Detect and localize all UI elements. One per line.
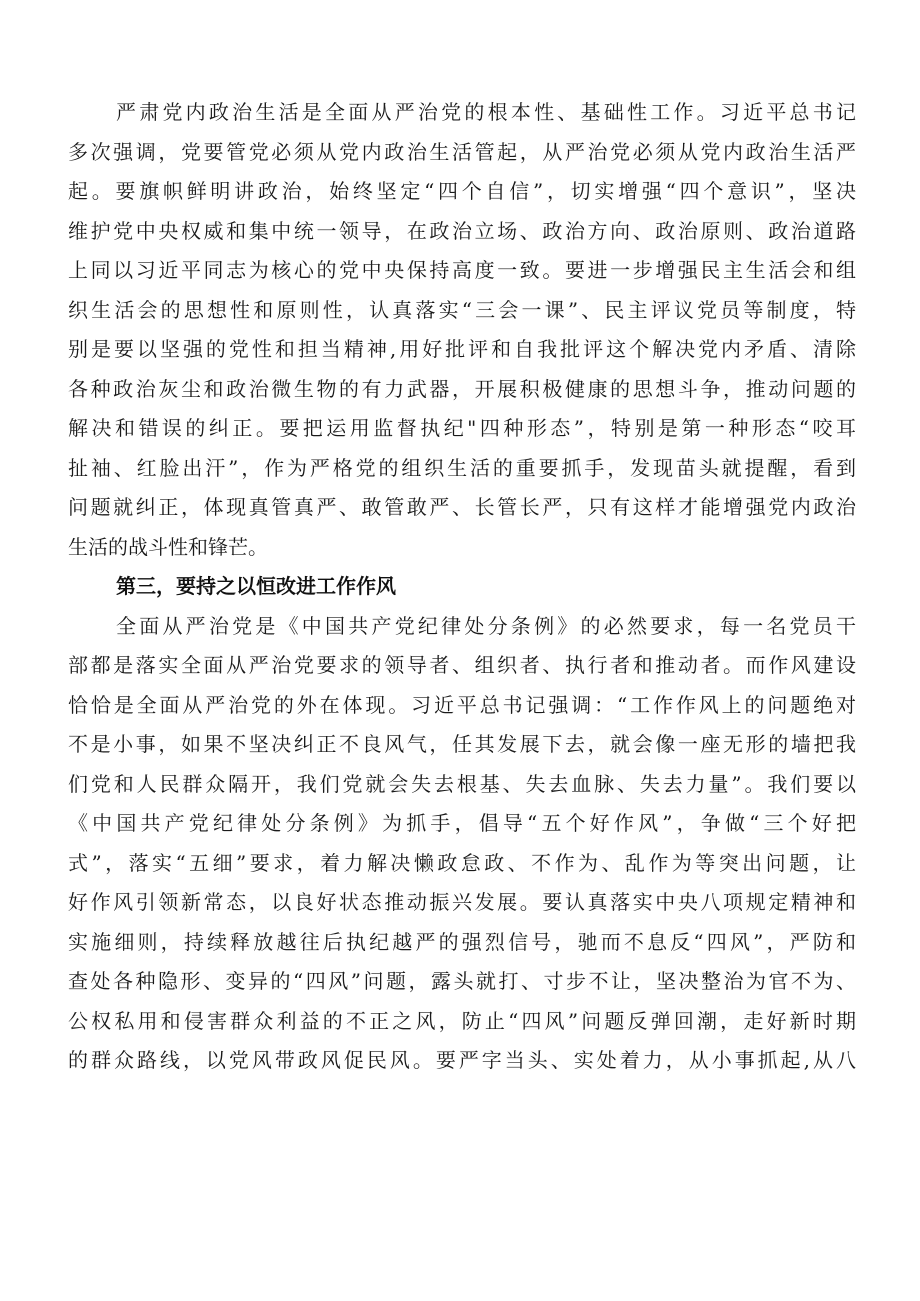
paragraph-1-line: 问题就纠正，体现真管真严、敢管敢严、长管长严，只有这样才能增强党内政治 — [68, 495, 856, 519]
paragraph-2-line: 实施细则，持续释放越往后执纪越严的强烈信号，驰而不息反“四风”，严防和 — [68, 929, 856, 954]
paragraph-2-line: 恰恰是全面从严治党的外在体现。习近平总书记强调：“工作作风上的问题绝对 — [68, 692, 856, 717]
paragraph-2-line: 不是小事，如果不坚决纠正不良风气，任其发展下去，就会像一座无形的墙把我 — [68, 732, 856, 756]
paragraph-1-line: 上同以习近平同志为核心的党中央保持高度一致。要进一步增强民主生活会和组 — [68, 258, 856, 282]
paragraph-1-line: 多次强调，党要管党必须从党内政治生活管起，从严治党必须从党内政治生活严 — [68, 139, 856, 164]
paragraph-1-line: 严肃党内政治生活是全面从严治党的根本性、基础性工作。习近平总书记 — [116, 100, 856, 124]
paragraph-2-line: 部都是落实全面从严治党要求的领导者、组织者、执行者和推动者。而作风建设 — [68, 653, 856, 677]
paragraph-2-line: 查处各种隐形、变异的“四风”问题，露头就打、寸步不让，坚决整治为官不为、 — [68, 969, 856, 993]
paragraph-1-line: 解决和错误的纠正。要把运用监督执纪"四种形态”，特别是第一种形态“咬耳 — [68, 416, 856, 440]
paragraph-1-line: 别是要以坚强的党性和担当精神,用好批评和自我批评这个解决党内矛盾、清除 — [68, 337, 856, 361]
paragraph-2-line: 的群众路线，以党风带政风促民风。要严字当头、实处着力，从小事抓起,从八 — [68, 1048, 856, 1072]
paragraph-2-line: 们党和人民群众隔开，我们党就会失去根基、失去血脉、失去力量”。我们要以 — [68, 771, 856, 796]
paragraph-2-line: 全面从严治党是《中国共产党纪律处分条例》的必然要求，每一名党员干 — [116, 613, 856, 638]
paragraph-2-line: 式”，落实“五细”要求，着力解决懒政怠政、不作为、乱作为等突出问题，让 — [68, 850, 856, 875]
paragraph-1-line: 织生活会的思想性和原则性，认真落实“三会一课”、民主评议党员等制度，特 — [68, 297, 856, 322]
section-heading: 第三，要持之以恒改进工作作风 — [116, 574, 396, 598]
paragraph-1-line: 生活的战斗性和锋芒。 — [68, 534, 268, 559]
document-page — [68, 93, 856, 1081]
paragraph-1-line: 维护党中央权威和集中统一领导，在政治立场、政治方向、政治原则、政治道路 — [68, 218, 856, 243]
paragraph-1-line: 各种政治灰尘和政治微生物的有力武器，开展积极健康的思想斗争，推动问题的 — [68, 376, 856, 401]
paragraph-1-line: 扯袖、红脸出汗”，作为严格党的组织生活的重要抓手，发现苗头就提醒，看到 — [68, 455, 856, 480]
paragraph-2-line: 《中国共产党纪律处分条例》为抓手，倡导“五个好作风”，争做“三个好把 — [68, 811, 856, 835]
paragraph-1-line: 起。要旗帜鲜明讲政治，始终坚定“四个自信”，切实增强“四个意识”，坚决 — [68, 179, 856, 203]
paragraph-2-line: 公权私用和侵害群众利益的不正之风，防止“四风”问题反弹回潮，走好新时期 — [68, 1008, 856, 1033]
paragraph-2-line: 好作风引领新常态，以良好状态推动振兴发展。要认真落实中央八项规定精神和 — [68, 890, 856, 914]
